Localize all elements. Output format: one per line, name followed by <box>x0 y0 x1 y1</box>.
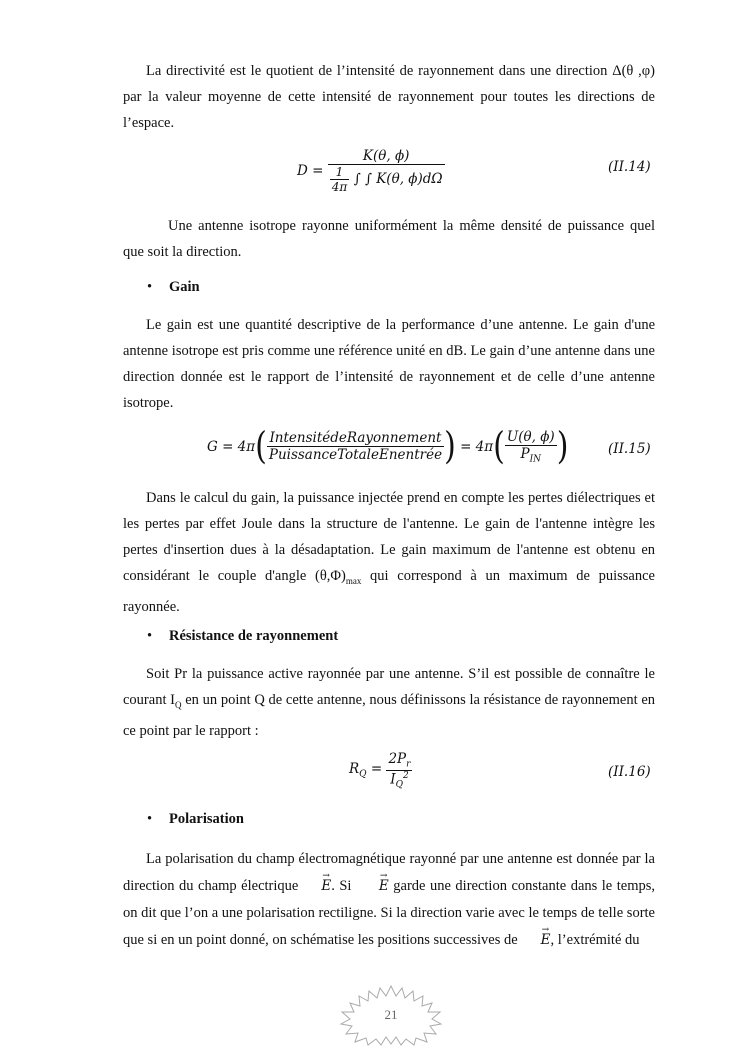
eq14-lhs: D = <box>297 163 324 179</box>
eq15-frac2-num: U(θ, ϕ) <box>506 429 555 445</box>
p6-text-d: , l’extrémité du <box>550 932 640 948</box>
eq16-fraction <box>386 751 412 790</box>
paragraph-directivity: La directivité est le quotient de l’intensité de rayonnement dans une direction Δ(θ ,φ) par la valeur moyenne de cette intensité de rayonnement pour toutes les directions de l’espace. <box>123 63 655 131</box>
eq15-fraction-2 <box>505 429 557 465</box>
left-paren-icon: ( <box>493 424 505 469</box>
right-paren-icon: ) <box>444 424 456 469</box>
eq15-frac2-den <box>505 446 557 465</box>
eq14-inner-fraction <box>330 165 350 194</box>
eq14-integral: ∫ ∫ K(θ, ϕ)dΩ <box>353 171 443 187</box>
vector-e: → E <box>518 927 551 954</box>
eq16-numerator <box>386 751 412 771</box>
equation-gain <box>207 424 569 469</box>
eq15-frac2-den-p: P <box>520 446 530 462</box>
paragraph-polarisation <box>123 846 655 954</box>
left-paren-icon: ( <box>255 424 267 469</box>
vector-e: → E <box>356 873 389 900</box>
heading-polarisation-label: Polarisation <box>169 811 244 827</box>
eq14-inner-num: 1 <box>330 165 350 180</box>
eq16-num-sub: r <box>406 759 411 770</box>
equation-number-16: (II.16) <box>608 764 651 780</box>
eq16-lhs-r: R <box>349 761 360 778</box>
p6-text-a: La polarisation du champ électromagnétique rayonné par une antenne est donnée par la direction du champ électrique <box>123 851 655 894</box>
equation-directivity <box>297 148 445 194</box>
eq16-lhs-sub: Q <box>359 769 367 780</box>
eq16-denominator <box>386 771 412 790</box>
eq15-frac1-num: IntensitédeRayonnement <box>267 430 444 447</box>
vector-e: → E <box>298 873 331 900</box>
heading-resistance-label: Résistance de rayonnement <box>169 628 339 644</box>
heading-polarisation <box>147 811 244 828</box>
eq16-equals: = <box>370 761 383 778</box>
paragraph-isotrope: Une antenne isotrope rayonne uniformément la même densité de puissance quel que soit la direction. <box>123 218 655 260</box>
page-number-badge <box>339 984 443 1046</box>
p5-text-a: Soit Pr la puissance active rayonnée par une antenne. S’il est possible de connaître le courant I <box>123 666 655 708</box>
eq15-mid: = 4π <box>460 438 494 455</box>
paragraph-gain: Le gain est une quantité descriptive de la performance d’une antenne. Le gain d'une antenne isotrope est pris comme une référence unité en dB. Le gain d’une antenne dans une direction donnée est le rapport de l’intensité de rayonnement et de celle d’une antenne isotrope. <box>123 317 655 411</box>
p6-text-b: . Si <box>331 878 356 894</box>
paragraph-resistance <box>123 661 655 744</box>
eq14-numerator: K(θ, ϕ) <box>328 148 445 165</box>
p4-text-a: Dans le calcul du gain, la puissance injectée prend en compte les pertes diélectriques et les pertes par effet Joule dans la structure de l'antenne. Le gain de l'antenne intègre les pertes d'insertion dues à la désadaptation. Le gain maximum de l'antenne est obtenu en considérant le couple d'angle (θ,Φ) <box>123 490 655 584</box>
eq15-frac2-den-sub: IN <box>529 454 542 465</box>
eq14-inner-den: 4π <box>331 180 348 194</box>
equation-resistance <box>349 751 412 790</box>
right-paren-icon: ) <box>556 424 569 469</box>
eq15-lhs: G = 4π <box>207 438 256 455</box>
eq16-den-i: I <box>390 771 396 788</box>
eq16-num-main: 2P <box>388 751 407 767</box>
equation-number-15: (II.15) <box>608 441 651 457</box>
eq15-frac1-den: PuissanceTotaleEnentrée <box>268 447 443 464</box>
p5-subscript: Q <box>175 699 182 710</box>
eq15-fraction-1 <box>267 430 444 463</box>
eq16-den-sub: Q <box>395 779 403 790</box>
p4-subscript: max <box>345 575 362 586</box>
heading-gain <box>147 279 200 296</box>
p4-text-b: qui correspond à un maximum de puissance rayonnée. <box>123 568 655 615</box>
eq14-denominator <box>328 165 445 194</box>
eq14-fraction <box>328 148 445 194</box>
eq16-den-sup: 2 <box>402 770 409 781</box>
bullet-icon: • <box>147 279 153 295</box>
bullet-icon: • <box>147 811 153 827</box>
paragraph-gain-calc <box>123 485 655 620</box>
p5-text-b: en un point Q de cette antenne, nous définissons la résistance de rayonnement en ce point par le rapport : <box>123 692 656 739</box>
heading-gain-label: Gain <box>169 279 200 295</box>
equation-number-14: (II.14) <box>608 159 651 175</box>
p6-text-c: garde une direction constante dans le temps, on dit que l’on a une polarisation rectiligne. Si la direction varie avec le temps de telle sorte que si en un point donné, on schématise les positions successives de <box>123 878 656 948</box>
eq16-lhs <box>349 761 383 780</box>
page-number: 21 <box>384 1007 398 1022</box>
bullet-icon: • <box>147 628 153 644</box>
heading-resistance <box>147 628 338 645</box>
